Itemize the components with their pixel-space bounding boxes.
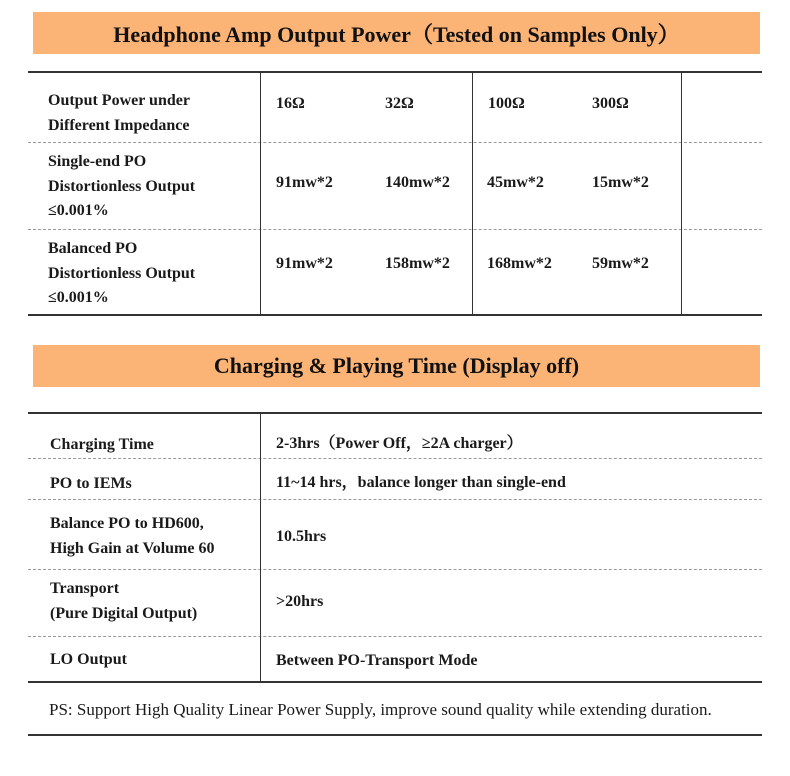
section2-banner bbox=[33, 345, 760, 387]
label-line: PO to IEMs bbox=[50, 475, 132, 492]
label-line: Balance PO to HD600, bbox=[50, 515, 204, 532]
table1-column-divider bbox=[472, 72, 473, 314]
table1-cell: 91mw*2 bbox=[276, 174, 333, 191]
table2-cell: >20hrs bbox=[276, 593, 324, 610]
label-line: Transport bbox=[50, 580, 120, 597]
footnote-bottom-rule bbox=[28, 734, 762, 736]
table2-row-label bbox=[50, 577, 197, 626]
table2-cell: 2-3hrs（Power Off，≥2A charger） bbox=[276, 435, 523, 452]
label-line: Different Impedance bbox=[48, 116, 190, 134]
table1-bottom-rule bbox=[28, 314, 762, 316]
table2-row-divider bbox=[28, 499, 762, 500]
table1-cell: 32Ω bbox=[385, 95, 414, 112]
table1-column-divider bbox=[260, 72, 261, 314]
label-line: LO Output bbox=[50, 651, 127, 668]
table1-row-divider bbox=[28, 229, 762, 230]
label-line: Charging Time bbox=[50, 436, 154, 453]
label-line: ≤0.001% bbox=[48, 289, 109, 306]
label-line: Output Power under bbox=[48, 92, 190, 109]
table2-cell: 10.5hrs bbox=[276, 528, 327, 545]
table1-cell: 45mw*2 bbox=[487, 174, 544, 191]
table1-row-label bbox=[48, 150, 195, 224]
table1-cell: 168mw*2 bbox=[487, 255, 552, 272]
table2-row-divider bbox=[28, 458, 762, 459]
table2-cell: Between PO-Transport Mode bbox=[276, 652, 478, 669]
table1-cell: 140mw*2 bbox=[385, 174, 450, 191]
table2-row-label bbox=[50, 512, 214, 561]
table1-row-label bbox=[48, 237, 195, 311]
table1-cell: 300Ω bbox=[592, 95, 629, 112]
table1-column-divider bbox=[681, 72, 682, 314]
section1-title: Headphone Amp Output Power（Tested on Samples Only） bbox=[113, 21, 680, 47]
table1-cell: 158mw*2 bbox=[385, 255, 450, 272]
table2-row-label bbox=[50, 472, 132, 497]
table2-cell: 11~14 hrs，balance longer than single-end bbox=[276, 474, 566, 491]
table1-row-divider bbox=[28, 142, 762, 143]
table1-cell: 59mw*2 bbox=[592, 255, 649, 272]
label-line: High Gain at Volume 60 bbox=[50, 539, 215, 557]
label-line: Distortionless Output bbox=[48, 264, 196, 282]
label-line: Single-end PO bbox=[48, 153, 147, 170]
table2-top-rule bbox=[28, 412, 762, 414]
table2-row-divider bbox=[28, 636, 762, 637]
label-line: Balanced PO bbox=[48, 240, 138, 257]
table2-row-label bbox=[50, 648, 127, 673]
table1-cell: 100Ω bbox=[488, 95, 525, 112]
table1-cell: 15mw*2 bbox=[592, 174, 649, 191]
table2-column-divider bbox=[260, 413, 261, 681]
table1-row-label bbox=[48, 89, 190, 138]
table1-top-rule bbox=[28, 71, 762, 73]
table1-cell: 91mw*2 bbox=[276, 255, 333, 272]
label-line: (Pure Digital Output) bbox=[50, 604, 198, 622]
table2-row-divider bbox=[28, 569, 762, 570]
table1-cell: 16Ω bbox=[276, 95, 305, 112]
label-line: Distortionless Output bbox=[48, 177, 196, 195]
section2-title: Charging & Playing Time (Display off) bbox=[213, 353, 580, 378]
table2-bottom-rule bbox=[28, 681, 762, 683]
footnote: PS: Support High Quality Linear Power Supply, improve sound quality while extending duration. bbox=[49, 700, 712, 719]
section1-banner bbox=[33, 12, 760, 54]
label-line: ≤0.001% bbox=[48, 202, 109, 219]
table2-row-label bbox=[50, 433, 154, 458]
